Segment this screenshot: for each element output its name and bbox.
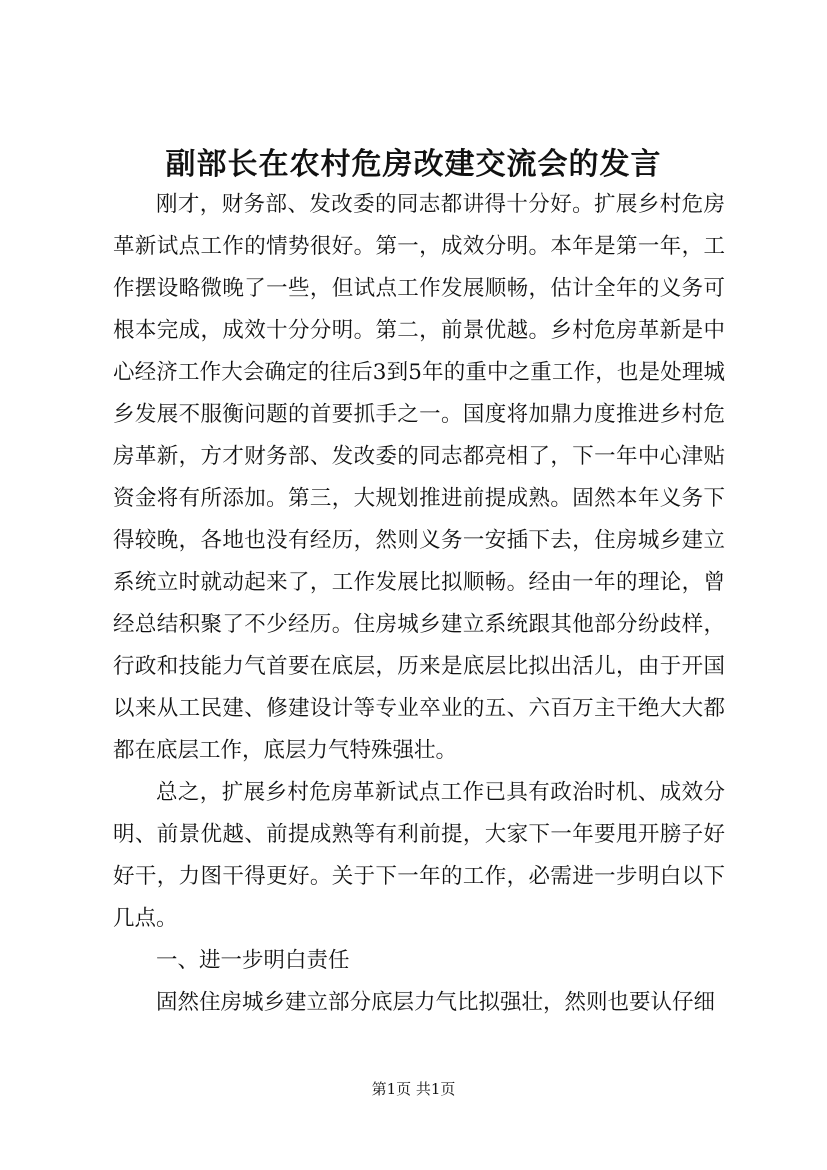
page-footer: 第1页 共1页	[371, 1080, 456, 1098]
document-title: 副部长在农村危房改建交流会的发言	[165, 147, 662, 182]
paragraph-1: 刚才，财务部、发改委的同志都讲得十分好。扩展乡村危房革新试点工作的情势很好。第一，成效分明。本年是第一年，工作摆设略微晚了一些，但试点工作发展顺畅，估计全年的义务可根本完成，成效十分分明。第二，前景优越。乡村危房革新是中心经济工作大会确定的往后3到5年的重中之重工作，也是处理城乡发展不服衡问题的首要抓手之一。国度将加鼎力度推进乡村危房革新，方才财务部、发改委的同志都亮相了，下一年中心津贴资金将有所添加。第三，大规划推进前提成熟。固然本年义务下得较晚，各地也没有经历，然则义务一安插下去，住房城乡建立系统立时就动起来了，工作发展比拟顺畅。经由一年的理论，曾经总结积聚了不少经历。住房城乡建立系统跟其他部分纷歧样，行政和技能力气首要在底层，历来是底层比拟出活儿，由于开国以来从工民建、修建设计等专业卒业的五、六百万主干绝大大都都在底层工作，底层力气特殊强壮。	[113, 192, 725, 763]
document-body	[113, 184, 725, 1024]
paragraph-2: 总之，扩展乡村危房革新试点工作已具有政治时机、成效分明、前景优越、前提成熟等有利前提，大家下一年要甩开膀子好好干，力图干得更好。关于下一年的工作，必需进一步明白以下几点。	[113, 780, 725, 931]
section-heading: 一、进一步明白责任	[156, 948, 350, 973]
paragraph-3: 固然住房城乡建立部分底层力气比拟强壮，然则也要认仔细	[156, 990, 716, 1015]
